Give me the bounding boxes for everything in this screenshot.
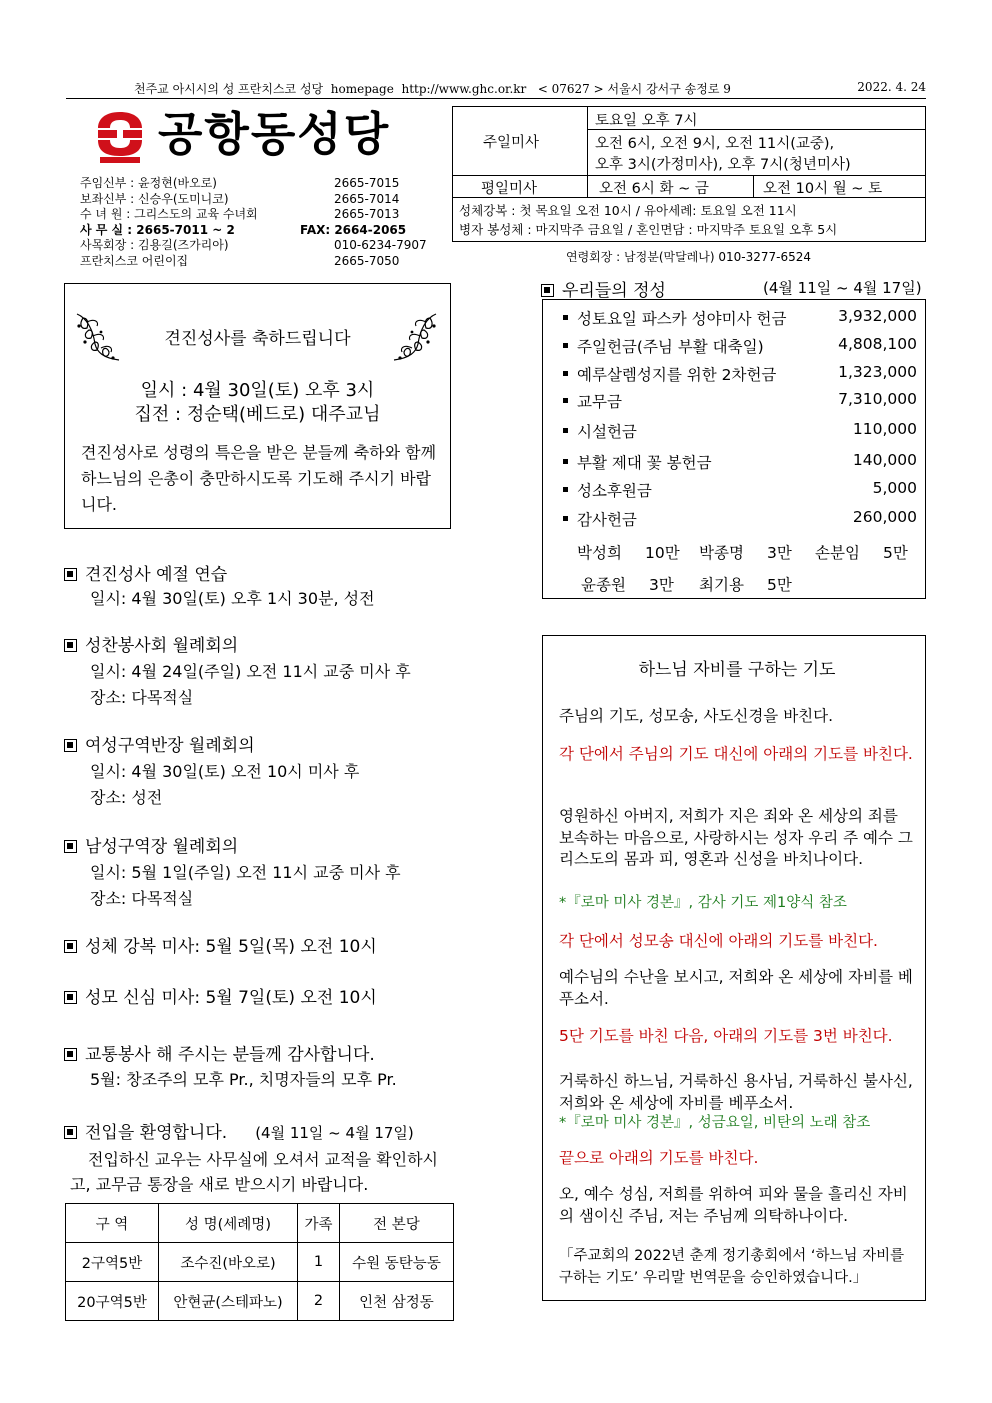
sunday-mass-times-2: 오후 3시(가정미사), 오후 7시(청년미사) [595,157,851,173]
prayer-instruction: 끝으로 아래의 기도를 바친다. [559,1149,759,1167]
church-logo-icon [96,110,144,164]
staff-row [80,176,400,192]
prayer-intro: 주님의 기도, 성모송, 사도신경을 바친다. [559,707,834,725]
confirmation-celebrant: 집전 : 정순택(베드로) 대주교님 [134,404,381,425]
section-title: 여성구역반장 월례회의 [85,736,255,756]
square-bullet-icon [64,568,77,581]
table-cell: 1 [298,1243,340,1282]
confirmation-title: 견진성사를 축하드립니다 [164,329,351,349]
staff-row [80,222,407,239]
section-line: 일시: 4월 30일(토) 오후 1시 30분, 성전 [90,589,375,608]
sunday-mass-times: 오전 6시, 오전 9시, 오전 11시(교중), [595,136,835,152]
offering-label: 성토요일 파스카 성야미사 헌금 [577,310,787,328]
offering-amount: 110,000 [852,420,917,438]
offering-row [563,307,917,329]
table-header: 구 역 [66,1204,159,1243]
staff-phone: FAX: 2664-2065 [300,222,407,237]
donor-name: 최기용 [699,576,744,594]
donor-name: 박종명 [699,544,744,562]
section-title: 성찬봉사회 월례회의 [85,636,239,656]
offerings-range: (4월 11일 ~ 4월 17일) [763,279,922,297]
staff-row [80,254,400,270]
square-bullet-icon [64,739,77,752]
square-bullet-icon [64,1126,77,1139]
staff-label: 수 녀 원 : 그리스도의 교육 수녀회 [80,207,258,221]
table-cell: 20구역5반 [66,1282,159,1321]
square-bullet-icon [64,840,77,853]
donor-amount: 3만 [649,576,674,594]
staff-label: 사 무 실 : 2665-7011 ~ 2 [80,222,235,237]
staff-label: 주임신부 : 윤정현(바오로) [80,176,217,190]
affiliation: 천주교 아시시의 성 프란치스코 성당 [134,82,324,96]
offering-row [563,508,917,530]
table-cell: 안현균(스테파노) [159,1282,298,1321]
section-rehearsal [64,560,227,585]
address: < 07627 > 서울시 강서구 송정로 9 [537,82,731,96]
section-line: 장소: 다목적실 [90,688,194,707]
table-cell: 2구역5반 [66,1243,159,1282]
section-men [64,832,238,857]
offering-amount: 3,932,000 [838,307,917,325]
donor-amount: 3만 [767,544,792,562]
staff-phone: 2665-7014 [334,191,400,206]
section-welcome [64,1118,414,1143]
square-bullet-icon [541,284,554,297]
offerings-title: 우리들의 정성 [562,281,666,301]
staff-phone: 2665-7015 [334,176,400,190]
section-line: 장소: 성전 [90,788,163,807]
donor-name: 윤종원 [581,576,626,594]
weekday-mass-1: 오전 6시 화 ~ 금 [599,181,709,197]
table-header-row [66,1204,454,1243]
offering-label: 예루살렘성지를 위한 2차헌금 [577,366,777,384]
offering-row [563,363,917,385]
prayer-text: 오, 예수 성심, 저희를 위하여 피와 물을 흘리신 자비의 샘이신 주님, 저는 주님께 의탁하나이다. [559,1185,908,1225]
homepage-label: homepage [330,82,394,96]
square-bullet-icon [64,940,77,953]
prayer-text: 영원하신 아버지, 저희가 지은 죄와 온 세상의 죄를 보속하는 마음으로, 사랑하시는 성자 우리 주 예수 그리스도의 몸과 피, 영혼과 신성을 바치나이다. [559,807,913,868]
staff-phone: 2665-7050 [334,253,400,268]
staff-label: 사목회장 : 김용길(즈가리아) [80,238,229,252]
prayer-reference: *『로마 미사 경본』, 감사 기도 제1양식 참조 [559,895,847,911]
staff-phone: 2665-7013 [334,207,400,221]
weekday-mass-label: 평일미사 [481,181,538,197]
donor-name: 손분임 [815,544,860,562]
section-women [64,731,255,756]
square-bullet-icon [64,991,77,1004]
table-header: 성 명(세례명) [159,1204,298,1243]
section-line: 장소: 다목적실 [90,889,194,908]
section-line: 전입하신 교우는 사무실에 오셔서 교적을 확인하시 [88,1150,439,1169]
staff-row [80,238,427,254]
section-title: 남성구역장 월례회의 [85,837,239,857]
table-cell: 2 [298,1282,340,1321]
homepage-link[interactable]: http://www.ghc.or.kr [401,82,527,96]
header-rule [66,98,926,99]
section-mary [64,983,377,1008]
offering-amount: 140,000 [852,451,917,469]
offering-label: 주일헌금(주님 부활 대축일) [577,338,764,356]
staff-list [80,176,427,269]
welcome-range: (4월 11일 ~ 4월 17일) [255,1124,414,1142]
section-title: 전입을 환영합니다. [85,1123,228,1143]
section-title: 성모 신심 미사: 5월 7일(토) 오전 10시 [85,988,377,1008]
table-header: 가족 [298,1204,340,1243]
donor-name: 박성희 [577,544,622,562]
table-header: 전 본당 [340,1204,454,1243]
header-info [134,80,731,97]
square-bullet-icon [64,1048,77,1061]
table-row [66,1243,454,1282]
section-line: 일시: 5월 1일(주일) 오전 11시 교중 미사 후 [90,863,401,882]
confirmation-box [64,283,451,529]
section-title: 교통봉사 해 주시는 분들께 감사합니다. [85,1045,375,1065]
offering-amount: 5,000 [872,479,917,497]
section-line: 5월: 창조주의 모후 Pr., 치명자들의 모후 Pr. [90,1070,397,1089]
section-traffic [64,1040,375,1065]
section-line: 일시: 4월 24일(주일) 오전 11시 교중 미사 후 [90,662,411,681]
table-cell: 수원 동탄능동 [340,1243,454,1282]
offering-amount: 1,323,000 [838,363,917,381]
staff-label: 프란치스코 어린이집 [80,253,189,268]
donor-amount: 10만 [645,544,680,562]
prayer-approval-note: 「주교회의 2022년 춘계 정기총회에서 ‘하느님 자비를 구하는 기도’ 우리말 번역문을 승인하였습니다.」 [559,1248,905,1286]
staff-label: 보좌신부 : 신승우(도미니코) [80,191,229,206]
offering-label: 부활 제대 꽃 봉헌금 [577,454,712,472]
offering-label: 성소후원금 [577,482,652,500]
weekday-mass-2: 오전 10시 월 ~ 토 [763,181,883,197]
offering-label: 시설헌금 [577,423,637,441]
funeral-leader: 연령회장 : 남정분(막달레나) 010-3277-6524 [566,250,812,264]
donor-amount: 5만 [883,544,908,562]
section-line: 고, 교무금 통장을 새로 받으시기 바랍니다. [70,1175,369,1194]
offering-row [563,420,917,442]
issue-date: 2022. 4. 24 [857,80,926,94]
offering-row [563,479,917,501]
prayer-box [542,635,926,1301]
offering-label: 감사헌금 [577,511,637,529]
sunday-mass-sat: 토요일 오후 7시 [595,113,698,129]
section-choir [64,631,238,656]
mass-note-2: 병자 봉성체 : 마지막주 금요일 / 혼인면담 : 마지막주 토요일 오후 5시 [459,222,838,237]
offering-amount: 4,808,100 [838,335,917,353]
confirmation-date: 일시 : 4월 30일(토) 오후 3시 [140,380,375,401]
donor-amount: 5만 [767,576,792,594]
prayer-instruction: 5단 기도를 바친 다음, 아래의 기도를 3번 바친다. [559,1027,893,1045]
offering-row [563,390,917,412]
table-cell: 조수진(바오로) [159,1243,298,1282]
prayer-title: 하느님 자비를 구하는 기도 [638,660,836,680]
offerings-box [542,299,926,599]
table-row [66,1282,454,1321]
staff-phone: 010-6234-7907 [334,238,427,252]
offering-row [563,451,917,473]
church-name: 공항동성당 [158,107,391,161]
prayer-text: 예수님의 수난을 보시고, 저희와 온 세상에 자비를 베푸소서. [559,968,913,1008]
welcome-table [65,1203,454,1321]
prayer-instruction: 각 단에서 성모송 대신에 아래의 기도를 바친다. [559,932,878,950]
offering-amount: 7,310,000 [838,390,917,408]
mass-schedule-table [452,106,926,242]
section-adoration [64,932,377,957]
prayer-instruction: 각 단에서 주님의 기도 대신에 아래의 기도를 바친다. [559,745,913,763]
staff-row [80,207,400,223]
offering-row [563,335,917,357]
offering-amount: 260,000 [852,508,917,526]
table-cell: 인천 삼정동 [340,1282,454,1321]
prayer-text: 거룩하신 하느님, 거룩하신 용사님, 거룩하신 불사신, 저희와 온 세상에 자비를 베푸소서. [559,1072,913,1112]
confirmation-body: 견진성사로 성령의 특은을 받은 분들께 축하와 함께 하느님의 은총이 충만하시도록 기도해 주시기 바랍니다. [81,443,437,514]
mass-note-1: 성체강복 : 첫 목요일 오전 10시 / 유아세례: 토요일 오전 11시 [459,203,797,218]
square-bullet-icon [64,639,77,652]
offering-label: 교무금 [577,393,622,411]
offerings-heading [541,276,922,301]
section-title: 성체 강복 미사: 5월 5일(목) 오전 10시 [85,937,377,957]
sunday-mass-label: 주일미사 [483,135,540,151]
prayer-reference: *『로마 미사 경본』, 성금요일, 비탄의 노래 참조 [559,1115,871,1131]
section-line: 일시: 4월 30일(토) 오전 10시 미사 후 [90,762,360,781]
staff-row [80,192,400,208]
section-title: 견진성사 예절 연습 [85,565,228,585]
